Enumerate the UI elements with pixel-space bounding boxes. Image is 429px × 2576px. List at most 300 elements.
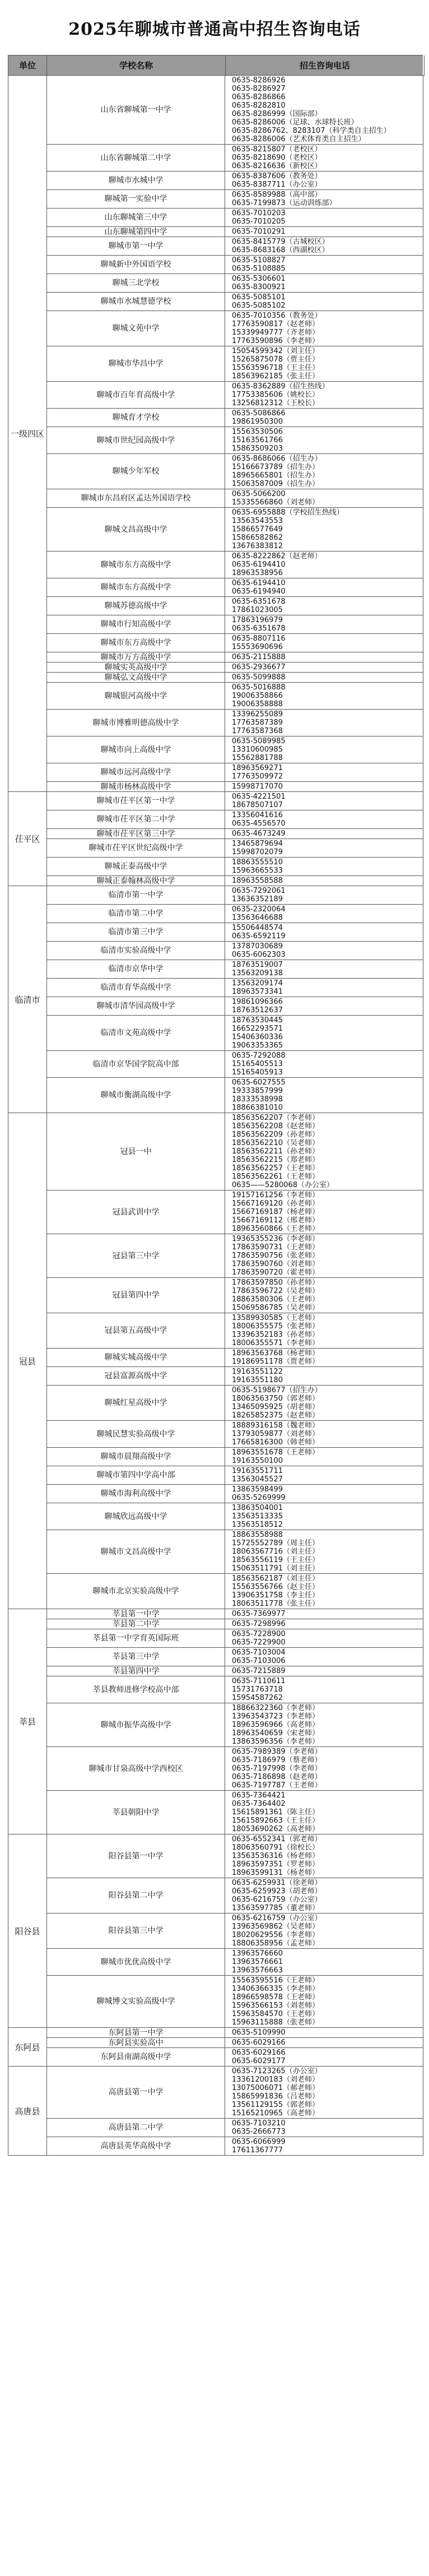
school-name: 莘县第一中学育英国际班	[47, 1629, 225, 1648]
phone-number: 15866577649	[232, 525, 283, 534]
table-row	[47, 1878, 423, 1914]
table-row	[47, 1278, 423, 1313]
school-name: 聊城市行知高级中学	[47, 615, 225, 634]
school-name: 聊城弘文高级中学	[47, 673, 225, 683]
school-name: 聊城市茌平区第三中学	[47, 829, 225, 839]
phone-number: 13787030689	[232, 942, 283, 951]
phone-cell	[225, 615, 423, 634]
phone-number: 0635-8286926	[232, 76, 286, 85]
school-name: 聊城文昌高级中学	[47, 508, 225, 552]
school-name: 聊城实城高级中学	[47, 1349, 225, 1367]
phone-number: 0635-8215807（老校区）	[232, 145, 322, 154]
table-row	[47, 1113, 423, 1190]
phone-number: 18863558988	[232, 1531, 283, 1539]
phone-cell	[225, 1878, 423, 1914]
phone-cell	[225, 1234, 423, 1278]
phone-cell	[225, 454, 423, 489]
phone-cell	[225, 1448, 423, 1466]
school-name: 聊城育才学校	[47, 409, 225, 427]
table-row	[47, 190, 423, 209]
phone-number: 18866381010	[232, 1104, 283, 1112]
table-row	[47, 710, 423, 736]
phone-number: 0635-7229900	[232, 1638, 286, 1647]
phone-number: 0635——5280068（办公室）	[232, 1181, 334, 1189]
table-row	[47, 1234, 423, 1278]
phone-cell	[225, 763, 423, 782]
phone-number: 15166673789（招生办）	[232, 463, 319, 471]
table-row	[47, 652, 423, 662]
phone-number: 0635-2320064	[232, 905, 286, 914]
table-row	[47, 736, 423, 763]
table-row	[47, 1503, 423, 1530]
phone-number: 0635-8282810	[232, 101, 286, 110]
phone-number: 0635-6216759（办公室）	[232, 1914, 322, 1922]
phone-number: 0635-8286006（艺术体育类自主招生）	[232, 135, 366, 143]
district-name: 阳谷县	[8, 1834, 47, 2028]
phone-number: 0635-6259931（徐老师）	[232, 1879, 322, 1887]
district-group	[8, 886, 423, 1113]
phone-number: 0635-4673249	[232, 830, 286, 838]
phone-number: 15563556766（赵主任）	[232, 1583, 319, 1591]
phone-number: 15963115888（张老师）	[232, 2018, 319, 2027]
phone-cell	[225, 552, 423, 578]
phone-number: 18053690262（高老师）	[232, 1825, 319, 1833]
school-name: 阳谷县第一中学	[47, 1834, 225, 1878]
phone-number: 18063567716（刘主任）	[232, 1548, 319, 1556]
phone-number: 15562881788	[232, 754, 283, 762]
school-name: 聊城市清华园高级中学	[47, 997, 225, 1016]
school-name: 莘县第四中学	[47, 1666, 225, 1676]
phone-number: 0635-6194410	[232, 579, 286, 587]
school-name: 聊城市衡湖高级中学	[47, 1078, 225, 1113]
phone-number: 0635-8807116	[232, 634, 286, 643]
phone-cell	[225, 1530, 423, 1574]
phone-cell	[225, 829, 423, 839]
table-row	[47, 578, 423, 597]
phone-number: 0635-4556570	[232, 819, 286, 828]
phone-number: 13563518512	[232, 1521, 283, 1529]
phone-cell	[225, 1834, 423, 1878]
phone-number: 15165405913	[232, 1068, 283, 1077]
phone-number: 15335566860（刘老师）	[232, 498, 319, 507]
phone-cell	[225, 346, 423, 382]
phone-cell	[225, 839, 423, 858]
school-name: 聊城欣远高级中学	[47, 1503, 225, 1530]
school-name: 聊城实英高级中学	[47, 662, 225, 673]
table-row	[47, 1367, 423, 1386]
table-row	[47, 662, 423, 673]
phone-number: 18963573341	[232, 988, 283, 996]
phone-number: 0635-6062303	[232, 951, 286, 959]
phone-cell	[225, 1485, 423, 1503]
school-name: 阳谷县第三中学	[47, 1914, 225, 1949]
phone-number: 19163551180	[232, 1376, 283, 1384]
school-name: 聊城市东方高级中学	[47, 578, 225, 597]
phone-number: 15339949777（齐老师）	[232, 328, 319, 337]
phone-cell	[225, 858, 423, 876]
phone-number: 13563536316（杨老师）	[232, 1852, 319, 1860]
phone-number: 0635-8286999（国际部）	[232, 110, 322, 118]
phone-number: 0635-7292088	[232, 1051, 286, 1060]
table-row	[47, 172, 423, 190]
school-name: 聊城苏德高级中学	[47, 597, 225, 615]
phone-cell	[225, 489, 423, 508]
school-name: 聊城市博雅明德高级中学	[47, 710, 225, 736]
phone-number: 0635-8218690（老校区）	[232, 154, 322, 162]
phone-number: 0635-7103004	[232, 1648, 286, 1657]
phone-number: 15725552789（周主任）	[232, 1539, 319, 1548]
phone-number: 15667169112（邢老师）	[232, 1216, 319, 1225]
phone-number: 0635-5198677（招生办）	[232, 1386, 322, 1394]
district-name: 临清市	[8, 886, 47, 1113]
school-name: 聊城市北京实验高级中学	[47, 1574, 225, 1609]
district-name: 茌平区	[8, 792, 47, 886]
phone-number: 0635-6552341（郭老师）	[232, 1835, 322, 1843]
table-header	[8, 55, 423, 76]
phone-number: 15553690696	[232, 643, 283, 651]
phone-number: 15863509203	[232, 444, 283, 453]
table-row	[47, 876, 423, 886]
table-row	[47, 1914, 423, 1949]
phone-cell	[225, 1078, 423, 1113]
phone-number: 13361200183（刘老师）	[232, 2075, 319, 2084]
phone-number: 13563543553	[232, 517, 283, 525]
phone-number: 0635-8216636（新校区）	[232, 162, 322, 170]
phone-number: 0635-7110611	[232, 1677, 286, 1685]
phone-cell	[225, 2119, 423, 2137]
phone-cell	[225, 1367, 423, 1386]
phone-number: 0635-4221501	[232, 793, 286, 801]
phone-number: 0635-5085101	[232, 293, 286, 302]
phone-number: 0635-7228900	[232, 1630, 286, 1638]
phone-number: 0635-7123265（办公室）	[232, 2067, 322, 2075]
table-row	[47, 634, 423, 652]
phone-number: 0635-8286866	[232, 93, 286, 101]
table-row	[47, 346, 423, 382]
phone-number: 0635-5109990	[232, 2028, 286, 2037]
phone-number: 18563562187（刘主任）	[232, 1574, 319, 1583]
contacts-table	[8, 55, 423, 2156]
phone-number: 13636352189	[232, 895, 283, 904]
phone-number: 15667169187（杨老师）	[232, 1208, 319, 1216]
table-row	[47, 1666, 423, 1676]
table-row	[47, 792, 423, 810]
school-name: 聊城市文昌高级中学	[47, 1530, 225, 1574]
school-name: 聊城市水城慧德学校	[47, 293, 225, 311]
school-name: 聊城市万方高级中学	[47, 652, 225, 662]
phone-cell	[225, 960, 423, 979]
table-row	[47, 905, 423, 923]
table-row	[47, 1791, 423, 1834]
phone-cell	[225, 1619, 423, 1629]
phone-number: 13793059877（刘老师）	[232, 1430, 319, 1438]
phone-number: 0635-6194940	[232, 587, 286, 596]
phone-cell	[225, 923, 423, 942]
table-row	[47, 1485, 423, 1503]
phone-number: 0635-7010291	[232, 228, 286, 236]
table-row	[47, 2038, 423, 2048]
phone-number: 18963540659（宋老师）	[232, 1729, 319, 1738]
phone-cell	[225, 597, 423, 615]
table-row	[47, 1386, 423, 1421]
phone-number: 18020629556（李老师）	[232, 1931, 319, 1939]
phone-cell	[225, 876, 423, 886]
phone-number: 17763590896（李老师）	[232, 337, 319, 345]
school-name: 聊城市第一中学	[47, 237, 225, 256]
phone-number: 0635-8222862（赵老师）	[232, 552, 322, 560]
phone-number: 18966598578（王老师）	[232, 1993, 319, 2002]
school-name: 聊城少年军校	[47, 454, 225, 489]
phone-number: 18563562207（李老师）	[232, 1114, 319, 1122]
phone-number: 0635-8387711（办公室）	[232, 180, 322, 189]
phone-cell	[225, 662, 423, 673]
phone-cell	[225, 905, 423, 923]
table-row	[47, 1448, 423, 1466]
phone-number: 17861023005	[232, 606, 283, 614]
district-name: 高唐县	[8, 2067, 47, 2156]
phone-cell	[225, 942, 423, 960]
phone-number: 19006358866	[232, 692, 283, 700]
phone-cell	[225, 673, 423, 683]
table-row	[47, 1747, 423, 1791]
phone-cell	[225, 710, 423, 736]
school-name: 聊城市向上高级中学	[47, 736, 225, 763]
phone-number: 15563596718（王主任）	[232, 364, 319, 372]
phone-number: 13676383812	[232, 542, 283, 550]
school-name: 聊城市第四中学高中部	[47, 1466, 225, 1485]
phone-cell	[225, 1051, 423, 1078]
phone-number: 0635-5086866	[232, 409, 286, 418]
phone-number: 18265852375（赵老师）	[232, 1411, 319, 1420]
table-row	[47, 237, 423, 256]
table-row	[47, 886, 423, 905]
phone-number: 13863598499	[232, 1485, 283, 1494]
table-row	[47, 508, 423, 552]
school-name: 聊城新中外国语学校	[47, 256, 225, 274]
phone-cell	[225, 1421, 423, 1448]
phone-cell	[225, 1976, 423, 2028]
phone-number: 0635-5016888	[232, 683, 286, 692]
phone-number: 15069586785（吴老师）	[232, 1304, 319, 1312]
school-name: 聊城市百年育高级中学	[47, 382, 225, 409]
table-row	[47, 145, 423, 172]
phone-number: 17863590720（霍老师）	[232, 1268, 319, 1277]
school-name: 聊城市世纪园高级中学	[47, 427, 225, 454]
phone-cell	[225, 1609, 423, 1619]
phone-number: 15963566153（刘老师）	[232, 2002, 319, 2010]
phone-number: 17863596722（吴老师）	[232, 1287, 319, 1295]
phone-number: 13589930585（王老师）	[232, 1314, 319, 1322]
phone-cell	[225, 1703, 423, 1747]
school-name: 高唐县第二中学	[47, 2119, 225, 2137]
phone-number: 13863504001	[232, 1504, 283, 1512]
district-group	[8, 1834, 423, 2028]
phone-cell	[225, 1914, 423, 1949]
school-name: 聊城银河高级中学	[47, 683, 225, 710]
phone-number: 0635-7197787（王老师）	[232, 1781, 322, 1790]
table-row	[47, 1648, 423, 1666]
phone-number: 13075006071（郝老师）	[232, 2084, 319, 2092]
phone-cell	[225, 237, 423, 256]
phone-number: 17763590817（赵老师）	[232, 320, 319, 328]
phone-cell	[225, 2028, 423, 2038]
school-name: 冠县武训中学	[47, 1190, 225, 1234]
phone-number: 0635-8686066（招生办）	[232, 455, 322, 463]
phone-number: 18563562257（王老师）	[232, 1164, 319, 1173]
phone-number: 0635-7364421	[232, 1791, 286, 1800]
phone-number: 13963543723（李老师）	[232, 1712, 319, 1721]
phone-number: 0635-7197998（李老师）	[232, 1764, 322, 1773]
phone-number: 0635-5089985	[232, 737, 286, 745]
phone-number: 0635-2936677	[232, 663, 286, 671]
phone-number: 0635-8362889（招生热线）	[232, 382, 329, 391]
header-unit: 单位	[8, 55, 47, 76]
school-name: 聊城市东方高级中学	[47, 634, 225, 652]
phone-number: 18563562209（孙老师）	[232, 1131, 319, 1139]
phone-number: 0635-8415779（古城校区）	[232, 238, 329, 246]
school-name: 莘县第三中学	[47, 1648, 225, 1666]
phone-cell	[225, 1466, 423, 1485]
phone-number: 18563562208（赵老师）	[232, 1122, 319, 1131]
school-name: 聊城市东方高级中学	[47, 552, 225, 578]
phone-number: 13563646688	[232, 914, 283, 922]
header-school: 学校名称	[47, 55, 226, 76]
phone-number: 0635-6351678	[232, 597, 286, 606]
phone-number: 0635-8286006（足球、水球特长班）	[232, 118, 358, 127]
phone-number: 18963551678（王老师）	[232, 1448, 319, 1457]
phone-cell	[225, 782, 423, 792]
table-row	[47, 979, 423, 997]
phone-number: 15563595516（王老师）	[232, 1976, 319, 1985]
school-name: 东阿县南湖高级中学	[47, 2048, 225, 2067]
table-row	[47, 810, 423, 829]
school-name: 冠县第三中学	[47, 1234, 225, 1278]
phone-number: 18563562211（孙老师）	[232, 1147, 319, 1156]
phone-cell	[225, 652, 423, 662]
school-name: 聊城文苑中学	[47, 311, 225, 346]
phone-number: 0635-6194410	[232, 560, 286, 569]
phone-number: 19163550100	[232, 1457, 283, 1465]
phone-cell	[225, 2067, 423, 2119]
table-row	[47, 1051, 423, 1078]
phone-number: 15063511791（刘主任）	[232, 1564, 319, 1573]
school-name: 东阿县第一中学	[47, 2028, 225, 2038]
phone-number: 18963597351（罗老师）	[232, 1860, 319, 1869]
phone-cell	[225, 1676, 423, 1703]
phone-cell	[225, 1503, 423, 1530]
school-name: 高唐县英华高级中学	[47, 2137, 225, 2156]
school-name: 聊城市优优高级中学	[47, 1949, 225, 1976]
phone-number: 13963569862（吴老师）	[232, 1922, 319, 1931]
phone-number: 15165210965（高老师）	[232, 2109, 319, 2118]
phone-number: 18763512637	[232, 1006, 283, 1014]
table-row	[47, 489, 423, 508]
phone-cell	[225, 810, 423, 829]
school-name: 聊城市水城中学	[47, 172, 225, 190]
district-group	[8, 76, 423, 792]
phone-number: 13561129155（郭老师）	[232, 2101, 319, 2109]
phone-number: 0635-7186979（蔡老师）	[232, 1756, 322, 1764]
phone-number: 15731763718	[232, 1685, 283, 1694]
school-name: 临清市京华中学	[47, 960, 225, 979]
table-row	[47, 1629, 423, 1648]
phone-cell	[225, 2038, 423, 2048]
phone-number: 19861096366	[232, 998, 283, 1006]
table-row	[47, 829, 423, 839]
phone-number: 0635-7364402	[232, 1800, 286, 1808]
phone-number: 18963599131（杨老师）	[232, 1869, 319, 1877]
district-name: 一级四区	[8, 76, 47, 792]
phone-number: 0635-8286927	[232, 85, 286, 93]
phone-number: 0635-7199873（运动训练部）	[232, 199, 337, 207]
school-name: 临清市育华高级中学	[47, 979, 225, 997]
phone-number: 15866582862	[232, 534, 283, 542]
phone-number: 18333538998	[232, 1095, 283, 1104]
table-row	[47, 1834, 423, 1878]
phone-number: 15998717070	[232, 782, 283, 791]
phone-cell	[225, 979, 423, 997]
school-name: 聊城市晨翔高级中学	[47, 1448, 225, 1466]
school-name: 临清市文苑高级中学	[47, 1016, 225, 1051]
phone-number: 0635-5269999	[232, 1494, 286, 1502]
phone-cell	[225, 190, 423, 209]
phone-number: 17611367777	[232, 2146, 283, 2155]
phone-number: 0635-7369977	[232, 1610, 286, 1618]
phone-number: 13396255089	[232, 710, 283, 719]
phone-number: 19333857999	[232, 1087, 283, 1095]
table-row	[47, 256, 423, 274]
phone-number: 15963584570（王老师）	[232, 2010, 319, 2018]
school-name: 聊城正泰翰林高级中学	[47, 876, 225, 886]
phone-number: 13963576663	[232, 1966, 283, 1975]
district-group	[8, 1113, 423, 1609]
phone-cell	[225, 886, 423, 905]
table-row	[47, 597, 423, 615]
phone-number: 13465879694	[232, 840, 283, 848]
phone-cell	[225, 1386, 423, 1421]
phone-number: 13963576660	[232, 1949, 283, 1958]
school-name: 莘县第二中学	[47, 1619, 225, 1629]
phone-number: 18806358956（孟老师）	[232, 1939, 319, 1948]
phone-number: 0635-5085102	[232, 302, 286, 310]
phone-number: 0635-7103006	[232, 1657, 286, 1665]
phone-cell	[225, 172, 423, 190]
phone-cell	[225, 2048, 423, 2067]
phone-number: 13465095925（胡老师）	[232, 1403, 319, 1411]
phone-number: 0635-5306601	[232, 275, 286, 283]
phone-cell	[225, 427, 423, 454]
phone-number: 15506448574	[232, 924, 283, 932]
table-row	[47, 2119, 423, 2137]
phone-cell	[225, 209, 423, 227]
phone-number: 0635-2115888	[232, 653, 286, 661]
phone-number: 0635-2666773	[232, 2128, 286, 2136]
phone-number: 19186951178（贾老师）	[232, 1358, 319, 1366]
school-name: 山东聊城第三中学	[47, 209, 225, 227]
school-name: 聊城三北学校	[47, 274, 225, 293]
district-group	[8, 2028, 423, 2067]
phone-number: 18965665801（招生办）	[232, 471, 319, 480]
phone-number: 0635-6259923（胡老师）	[232, 1887, 322, 1896]
table-row	[47, 552, 423, 578]
table-row	[47, 1190, 423, 1234]
phone-number: 17863597850（孙老师）	[232, 1278, 319, 1287]
school-name: 山东省聊城第二中学	[47, 145, 225, 172]
phone-number: 0635-7298996	[232, 1620, 286, 1628]
school-name: 阳谷县第二中学	[47, 1878, 225, 1914]
phone-number: 17863590756（张老师）	[232, 1252, 319, 1260]
phone-number: 15615891361（陈主任）	[232, 1808, 319, 1817]
